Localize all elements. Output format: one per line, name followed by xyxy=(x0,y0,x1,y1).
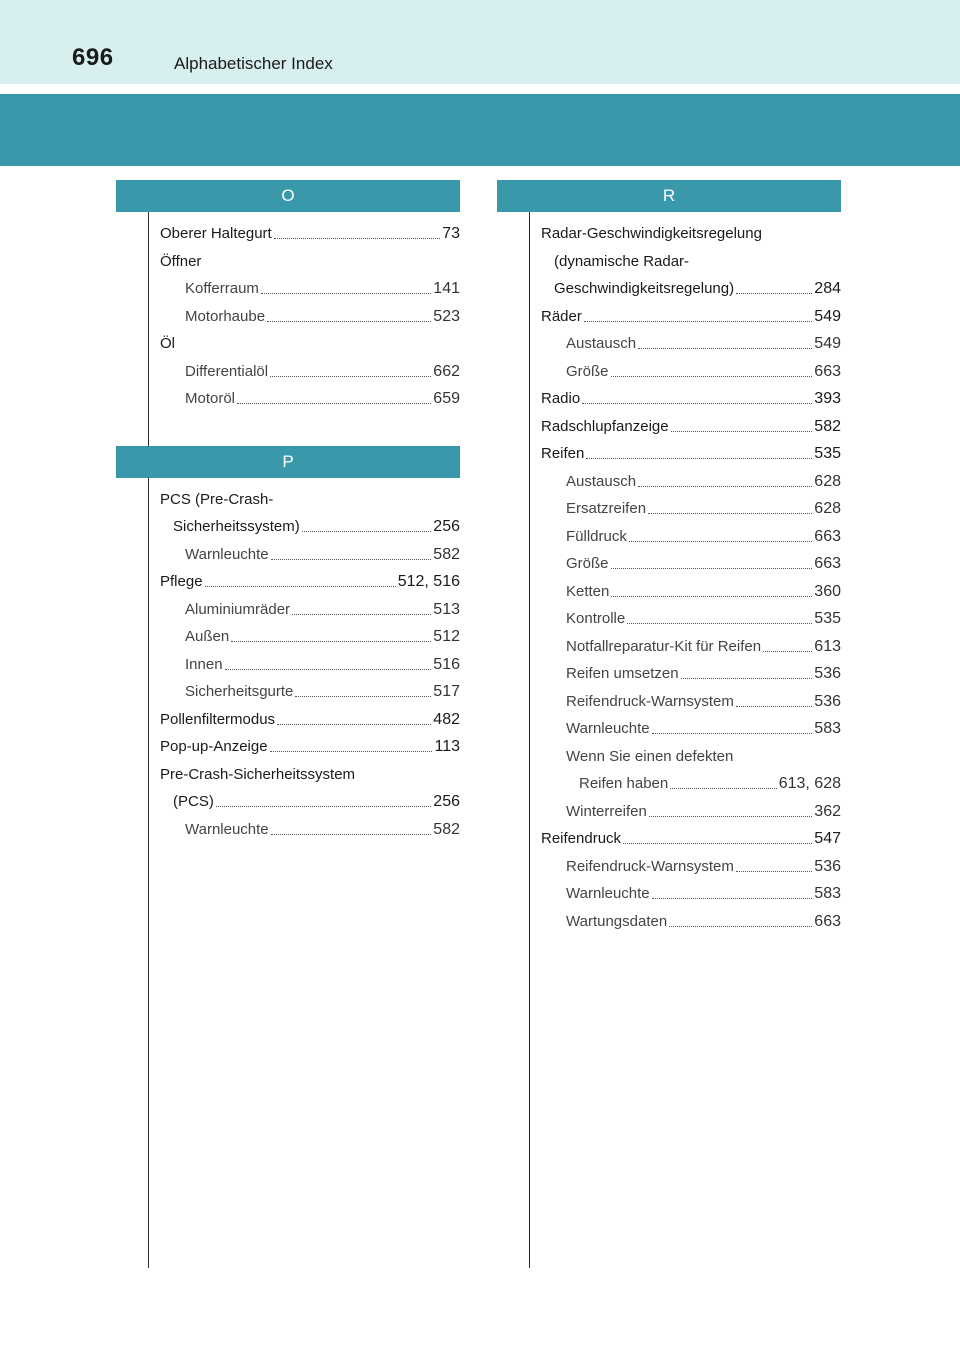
index-entry-page[interactable]: 583 xyxy=(814,885,841,902)
index-entry-page[interactable]: 628 xyxy=(814,472,841,490)
index-entry-label: (PCS) xyxy=(173,793,214,810)
index-entry-label: Oberer Haltegurt xyxy=(160,225,272,242)
section-r-entries xyxy=(497,212,841,935)
index-entry xyxy=(116,623,460,651)
header-bar xyxy=(0,0,960,84)
index-entry-label: Reifen umsetzen xyxy=(566,665,679,682)
index-entry xyxy=(116,385,460,413)
index-entry-page[interactable]: 582 xyxy=(433,820,460,838)
index-entry xyxy=(497,220,841,248)
index-entry xyxy=(116,248,460,276)
index-entry-page[interactable]: 582 xyxy=(433,545,460,563)
index-entry xyxy=(497,440,841,468)
dot-leader xyxy=(270,376,431,377)
index-entry-label: Radio xyxy=(541,390,581,407)
index-entry xyxy=(116,358,460,386)
header-banner xyxy=(0,94,960,166)
index-entry-page[interactable]: 536 xyxy=(814,665,841,682)
index-entry-page[interactable]: 360 xyxy=(814,582,841,600)
index-entry-page[interactable]: 513 xyxy=(433,600,460,618)
index-entry-label: Notfallreparatur-Kit für Reifen xyxy=(566,637,762,655)
dot-leader xyxy=(611,376,813,377)
index-entry-label: Austausch xyxy=(566,335,637,352)
index-entry-label: Warnleuchte xyxy=(566,720,650,737)
index-entry-page[interactable]: 659 xyxy=(433,390,460,407)
index-entry-page[interactable]: 362 xyxy=(814,802,841,820)
dot-leader xyxy=(763,651,812,652)
dot-leader xyxy=(271,559,432,560)
index-entry xyxy=(497,660,841,688)
index-entry xyxy=(116,596,460,624)
index-entry xyxy=(497,908,841,936)
dot-leader xyxy=(231,641,431,642)
index-entry-label: Motorhaube xyxy=(185,307,266,325)
section-header-r: R xyxy=(497,180,841,212)
index-entry xyxy=(497,688,841,716)
dot-leader xyxy=(295,696,431,697)
dot-leader xyxy=(652,733,813,734)
dot-leader xyxy=(638,348,812,349)
index-entry-label: Öffner xyxy=(160,252,202,270)
index-entry-label: Geschwindigkeitsregelung) xyxy=(554,280,735,297)
index-entry-page[interactable]: 512, 516 xyxy=(397,573,460,590)
dot-leader xyxy=(274,238,440,239)
index-entry xyxy=(497,715,841,743)
index-entry xyxy=(116,486,460,514)
index-entry-page[interactable]: 113 xyxy=(434,738,460,755)
page-title: Alphabetischer Index xyxy=(174,54,333,73)
index-entry-label: Reifen xyxy=(541,445,585,462)
index-entry xyxy=(497,743,841,771)
dot-leader xyxy=(652,898,813,899)
dot-leader xyxy=(302,531,432,532)
index-entry xyxy=(116,651,460,679)
dot-leader xyxy=(669,926,812,927)
dot-leader xyxy=(584,321,812,322)
dot-leader xyxy=(638,486,812,487)
index-entry-label: Austausch xyxy=(566,472,637,490)
dot-leader xyxy=(292,614,431,615)
dot-leader xyxy=(270,751,433,752)
index-entry-page[interactable]: 73 xyxy=(442,225,460,242)
index-entry-label: Pre-Crash-Sicherheitssystem xyxy=(160,765,356,783)
section-o-entries xyxy=(116,212,460,413)
index-entry xyxy=(116,303,460,331)
index-entry xyxy=(116,220,460,248)
index-entry-page[interactable]: 535 xyxy=(814,610,841,627)
index-entry-label: Motoröl xyxy=(185,390,236,407)
index-entry-label: PCS (Pre-Crash- xyxy=(160,490,274,508)
index-entry-page[interactable]: 512 xyxy=(433,628,460,645)
index-entry-page[interactable]: 523 xyxy=(433,307,460,325)
index-entry xyxy=(497,578,841,606)
index-entry xyxy=(116,761,460,789)
index-column-left xyxy=(116,180,460,843)
index-entry xyxy=(497,385,841,413)
index-entry xyxy=(497,550,841,578)
index-entry-page[interactable]: 549 xyxy=(814,335,841,352)
dot-leader xyxy=(670,788,776,789)
dot-leader xyxy=(736,871,812,872)
index-entry-label: Reifendruck-Warnsystem xyxy=(566,857,734,875)
index-entry xyxy=(497,523,841,551)
page-number: 696 xyxy=(72,44,114,71)
index-entry-page[interactable]: 482 xyxy=(433,710,460,728)
index-entry-label: Warnleuchte xyxy=(185,820,269,838)
index-entry-page[interactable]: 549 xyxy=(814,307,841,325)
index-entry-page[interactable]: 547 xyxy=(814,830,841,847)
section-header-o: O xyxy=(116,180,460,212)
index-entry xyxy=(497,633,841,661)
index-entry xyxy=(116,816,460,844)
index-entry xyxy=(497,853,841,881)
dot-leader xyxy=(225,669,432,670)
index-entry-page[interactable]: 663 xyxy=(814,555,841,572)
index-entry xyxy=(116,568,460,596)
index-entry-page[interactable]: 628 xyxy=(814,500,841,517)
index-entry-page[interactable]: 583 xyxy=(814,720,841,737)
index-entry xyxy=(497,358,841,386)
index-entry-label: Reifendruck-Warnsystem xyxy=(566,692,734,710)
dot-leader xyxy=(648,513,812,514)
index-entry-label: Räder xyxy=(541,307,582,325)
index-entry-page[interactable]: 256 xyxy=(433,518,460,535)
index-entry-page[interactable]: 663 xyxy=(814,527,841,545)
index-entry xyxy=(497,880,841,908)
index-entry xyxy=(497,303,841,331)
index-entry-page[interactable]: 516 xyxy=(433,655,460,673)
index-entry-label: Warnleuchte xyxy=(185,545,269,563)
index-entry-label: Warnleuchte xyxy=(566,885,650,902)
dot-leader xyxy=(629,541,812,542)
dot-leader xyxy=(623,843,812,844)
index-entry-label: Fülldruck xyxy=(566,527,627,545)
index-entry-page[interactable]: 536 xyxy=(814,857,841,875)
index-entry-label: Radschlupfanzeige xyxy=(541,417,669,435)
index-entry-label: Sicherheitssystem) xyxy=(173,518,300,535)
index-entry xyxy=(116,788,460,816)
index-entry xyxy=(497,605,841,633)
index-entry-label: Radar-Geschwindigkeitsregelung xyxy=(541,225,762,242)
index-entry xyxy=(497,248,841,276)
index-entry-label: Reifendruck xyxy=(541,830,622,847)
dot-leader xyxy=(736,706,812,707)
index-entry xyxy=(116,706,460,734)
index-entry-label: Pflege xyxy=(160,573,203,590)
index-entry-label: Winterreifen xyxy=(566,802,647,820)
dot-leader xyxy=(611,568,813,569)
index-entry-label: Pop-up-Anzeige xyxy=(160,738,268,755)
index-entry-label: Wenn Sie einen defekten xyxy=(566,747,734,765)
index-column-right xyxy=(497,180,841,935)
index-entry-label: Größe xyxy=(566,362,609,380)
index-entry xyxy=(497,330,841,358)
index-entry xyxy=(497,798,841,826)
index-entry-label: Pollenfiltermodus xyxy=(160,710,276,728)
index-entry xyxy=(116,678,460,706)
index-entry-page[interactable]: 663 xyxy=(814,912,841,930)
index-entry-page[interactable]: 256 xyxy=(433,793,460,810)
dot-leader xyxy=(611,596,812,597)
index-entry-label: (dynamische Radar- xyxy=(554,252,690,270)
index-entry xyxy=(497,770,841,798)
index-entry-label: Reifen haben xyxy=(579,775,669,792)
index-entry-label: Größe xyxy=(566,555,609,572)
index-entry-page[interactable]: 535 xyxy=(814,445,841,462)
index-entry-page[interactable]: 536 xyxy=(814,692,841,710)
index-entry xyxy=(116,733,460,761)
dot-leader xyxy=(216,806,431,807)
index-entry-page[interactable]: 582 xyxy=(814,417,841,435)
index-entry-label: Differentialöl xyxy=(185,362,269,380)
index-entry xyxy=(116,513,460,541)
index-entry-label: Wartungsdaten xyxy=(566,912,668,930)
dot-leader xyxy=(681,678,813,679)
dot-leader xyxy=(277,724,431,725)
dot-leader xyxy=(267,321,431,322)
index-entry xyxy=(116,275,460,303)
dot-leader xyxy=(271,834,432,835)
dot-leader xyxy=(586,458,812,459)
index-entry xyxy=(116,330,460,358)
index-entry-label: Öl xyxy=(160,335,175,352)
dot-leader xyxy=(237,403,431,404)
index-entry-label: Aluminiumräder xyxy=(185,600,291,618)
index-entry-label: Kofferraum xyxy=(185,280,259,297)
index-entry-page[interactable]: 663 xyxy=(814,362,841,380)
index-entry xyxy=(497,413,841,441)
dot-leader xyxy=(649,816,812,817)
index-entry-label: Ketten xyxy=(566,582,610,600)
dot-leader xyxy=(627,623,812,624)
index-entry-page[interactable]: 613, 628 xyxy=(778,775,841,792)
index-entry xyxy=(497,468,841,496)
dot-leader xyxy=(582,403,812,404)
index-entry xyxy=(116,541,460,569)
index-entry-label: Innen xyxy=(185,655,223,673)
dot-leader xyxy=(671,431,813,432)
index-entry-page[interactable]: 284 xyxy=(814,280,841,297)
index-entry-label: Außen xyxy=(185,628,230,645)
dot-leader xyxy=(261,293,431,294)
index-entry-page[interactable]: 517 xyxy=(433,683,460,700)
index-entry-label: Ersatzreifen xyxy=(566,500,647,517)
dot-leader xyxy=(736,293,812,294)
section-header-p: P xyxy=(116,446,460,478)
index-entry xyxy=(497,825,841,853)
index-entry-page[interactable]: 141 xyxy=(433,280,460,297)
index-entry xyxy=(497,495,841,523)
index-entry xyxy=(497,275,841,303)
index-entry-label: Sicherheitsgurte xyxy=(185,683,294,700)
index-entry-page[interactable]: 613 xyxy=(814,637,841,655)
dot-leader xyxy=(205,586,396,587)
section-p-entries xyxy=(116,478,460,844)
index-entry-label: Kontrolle xyxy=(566,610,626,627)
index-entry-page[interactable]: 393 xyxy=(814,390,841,407)
index-entry-page[interactable]: 662 xyxy=(433,362,460,380)
